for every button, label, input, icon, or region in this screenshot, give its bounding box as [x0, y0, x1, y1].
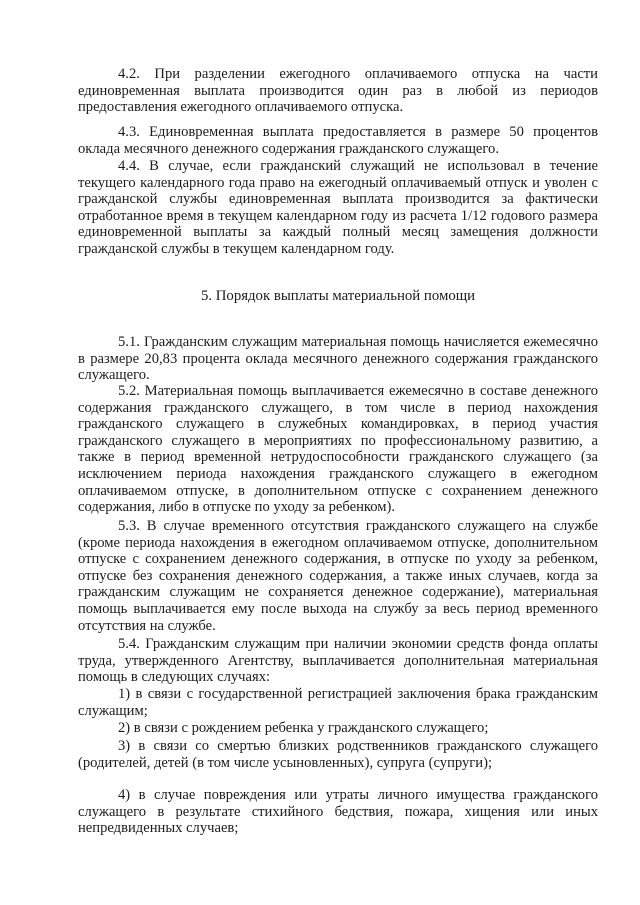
- list-item: 1) в связи с государственной регистрацией заключения брака гражданским служащим;: [78, 686, 598, 719]
- paragraph-4-2: 4.2. При разделении ежегодного оплачиваемого отпуска на части единовременная выплата производится один раз в любой из периодов предоставления ежегодного оплачиваемого отпуска.: [78, 66, 598, 116]
- section-5-heading: 5. Порядок выплаты материальной помощи: [200, 288, 476, 304]
- paragraph-5-4: 5.4. Гражданским служащим при наличии экономии средств фонда оплаты труда, утвержденного Агентству, выплачивается дополнительная материальная помощь в следующих случаях:: [78, 636, 598, 686]
- paragraph-5-3: 5.3. В случае временного отсутствия гражданского служащего на службе (кроме периода нахождения в ежегодном оплачиваемом отпуске, дополнительном отпуске с сохранением денежного содержания, в отпуске по уходу за ребенком, отпуске без сохранения денежного содержания, а также иных случаев, когда за гражданским служащим не сохраняется денежное содержание), материальная помощь выплачивается ему после выхода на службу за весь период временного отсутствия на службе.: [78, 518, 598, 634]
- paragraph-4-4: 4.4. В случае, если гражданский служащий не использовал в течение текущего календарного года право на ежегодный оплачиваемый отпуск и уволен с гражданской службы единовременная выплата производится за фактически отработанное время в текущем календарном году из расчета 1/12 годового размера единовременной выплаты за каждый полный месяц замещения должности гражданской службы в текущем календарном году.: [78, 158, 598, 257]
- list-item: 2) в связи с рождением ребенка у гражданского служащего;: [118, 720, 489, 736]
- paragraph-5-2: 5.2. Материальная помощь выплачивается ежемесячно в составе денежного содержания гражданского служащего, в том числе в период нахождения гражданского служащего в служебных командировках, в период участия гражданского служащего в мероприятиях по профессиональному развитию, а также в период временной нетрудоспособности гражданского служащего (за исключением периода нахождения гражданского служащего в ежегодном оплачиваемом отпуске, в дополнительном отпуске с сохранением денежного содержания, либо в отпуске по уходу за ребенком).: [78, 383, 598, 516]
- paragraph-5-1: 5.1. Гражданским служащим материальная помощь начисляется ежемесячно в размере 20,83 процента оклада месячного денежного содержания гражданского служащего.: [78, 334, 598, 384]
- list-item: 3) в связи со смертью близких родственников гражданского служащего (родителей, детей (в том числе усыновленных), супруга (супруги);: [78, 738, 598, 771]
- list-item: 4) в случае повреждения или утраты личного имущества гражданского служащего в результате стихийного бедствия, пожара, хищения или иных непредвиденных случаев;: [78, 787, 598, 837]
- paragraph-4-3: 4.3. Единовременная выплата предоставляется в размере 50 процентов оклада месячного денежного содержания гражданского служащего.: [78, 124, 598, 157]
